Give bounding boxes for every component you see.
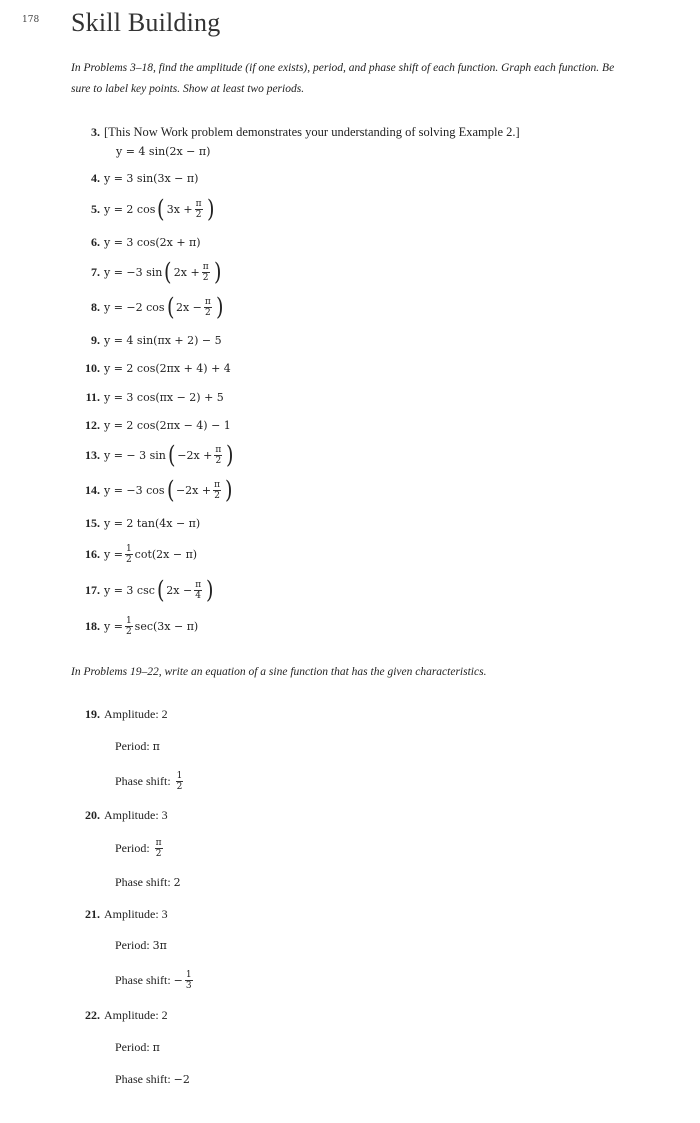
period-label: Period: [115,738,150,753]
fraction [176,771,184,792]
instructions-problems-19-22: In Problems 19–22, write an equation of a sine function that has the given characteristics. [71,666,487,678]
problem-number: 16. [85,546,100,561]
denominator: 2 [214,490,220,501]
denominator: 2 [125,626,132,637]
page-number: 178 [22,15,40,25]
problem-19-period [115,728,160,764]
denominator: 2 [204,307,211,318]
problem-22 [76,997,168,1033]
amplitude: Amplitude: 2 [104,706,168,721]
problem-number: 4. [91,170,100,185]
phase-shift-label: Phase shift: [115,1071,171,1086]
amplitude: Amplitude: 3 [104,807,168,822]
phase-shift-value: 2 [173,875,181,889]
fraction [125,616,133,637]
numerator: 1 [125,615,132,626]
fraction [185,970,193,991]
period-label: Period: [115,937,150,952]
fraction [202,262,210,283]
problem-number: 18. [85,618,100,633]
equation: y = 3 cos(πx − 2) + 5 [104,390,224,404]
equation [104,478,234,502]
close-paren: ) [224,476,233,504]
numerator: π [155,837,162,848]
equation [104,578,215,602]
problem-19-phase-shift [115,763,185,799]
fraction [214,445,222,466]
numerator: π [204,296,211,307]
equation [104,295,225,319]
phase-shift-label: Phase shift: [115,773,171,788]
problem-20 [76,797,168,833]
phase-shift-value: −2 [173,1072,190,1086]
problem-21-period [115,927,167,963]
denominator: 2 [155,848,162,859]
problem-22-phase-shift [115,1061,190,1097]
problem-8 [76,289,225,325]
numerator: 1 [176,770,183,781]
numerator: π [214,479,221,490]
problem-16 [76,536,197,572]
fraction [213,480,221,501]
fraction [195,199,203,220]
equation-prefix: y = −2 cos [104,300,165,314]
problem-number: 13. [85,447,100,462]
equation: y = 4 sin(πx + 2) − 5 [104,333,222,347]
problem-17 [76,572,215,608]
problem-19 [76,696,168,732]
denominator: 2 [176,781,183,792]
problem-note: [This Now Work problem demonstrates your understanding of solving Example 2.] [104,124,520,139]
problem-number: 19. [85,706,100,721]
phase-sign: − [173,973,183,987]
close-paren: ) [215,293,224,321]
open-paren: ( [164,258,172,286]
equation: y = 4 sin(2x − π) [116,144,211,158]
equation: y = 3 sin(3x − π) [104,171,199,185]
problem-number: 5. [91,201,100,216]
problem-number: 7. [91,264,100,279]
equation: y = 2 tan(4x − π) [104,516,201,530]
problem-number: 12. [85,417,100,432]
instructions-problems-3-18: In Problems 3–18, find the amplitude (if one exists), period, and phase shift of each function. Graph each function. Be sure to label key points. Show at least two periods. [71,62,615,95]
problem-number: 9. [91,332,100,347]
equation [104,544,197,565]
phase-shift-value [174,970,195,991]
equation: y = 2 cos(2πx + 4) + 4 [104,361,231,375]
period-value: π [152,1040,160,1054]
equation-prefix: y = 3 csc [104,583,155,597]
amplitude: Amplitude: 2 [104,1007,168,1022]
fraction [204,297,212,318]
problem-number: 14. [85,482,100,497]
equation [104,260,223,284]
equation-argument: −2x + [177,448,213,462]
equation: y = 3 cos(2x + π) [104,235,201,249]
problem-14 [76,472,234,508]
equation-argument: 3x + [166,202,193,216]
problem-13 [76,437,236,473]
equation [104,443,236,467]
problem-number: 11. [85,389,100,404]
numerator: π [195,579,202,590]
open-paren: ( [156,576,165,604]
problem-number: 20. [85,807,100,822]
close-paren: ) [206,195,215,223]
open-paren: ( [166,293,175,321]
fraction [155,838,163,859]
open-paren: ( [166,476,175,504]
numerator: 1 [185,969,192,980]
fraction [194,580,202,601]
close-paren: ) [213,258,222,286]
equation-suffix: sec(3x − π) [134,619,199,633]
problem-number: 3. [91,124,100,139]
equation-prefix: y = [104,547,123,561]
denominator: 4 [195,590,202,601]
equation-argument: −2x + [175,483,212,497]
problem-number: 6. [91,234,100,249]
numerator: 1 [125,543,132,554]
equation-prefix: y = − 3 sin [104,448,166,462]
problem-21-phase-shift [115,962,195,998]
denominator: 2 [195,209,202,220]
period-value [153,838,165,859]
period-value: 3π [152,938,167,952]
open-paren: ( [167,441,176,469]
open-paren: ( [157,195,165,223]
problem-18 [76,608,198,644]
problem-number: 8. [91,299,100,314]
denominator: 2 [202,272,209,283]
problem-20-phase-shift [115,864,181,900]
problem-20-period [115,830,165,866]
equation-prefix: y = 2 cos [104,202,156,216]
equation-argument: 2x + [173,265,200,279]
equation-prefix: y = −3 cos [104,483,165,497]
phase-shift-value [174,771,186,792]
denominator: 2 [125,554,132,565]
problem-number: 15. [85,515,100,530]
problem-5 [76,191,216,227]
equation-prefix: y = [104,619,123,633]
close-paren: ) [226,441,234,469]
equation [104,616,198,637]
equation-prefix: y = −3 sin [104,265,163,279]
equation-suffix: cot(2x − π) [134,547,198,561]
problem-number: 21. [85,906,100,921]
equation-argument: 2x − [166,583,193,597]
problem-22-period [115,1029,160,1065]
problem-7 [76,254,223,290]
equation-argument: 2x − [175,300,202,314]
equation: y = 2 cos(2πx − 4) − 1 [104,418,231,432]
equation [104,197,216,221]
numerator: π [202,261,209,272]
period-label: Period: [115,840,150,855]
close-paren: ) [206,576,214,604]
phase-shift-label: Phase shift: [115,874,171,889]
period-value: π [152,739,160,753]
phase-shift-label: Phase shift: [115,972,171,987]
amplitude: Amplitude: 3 [104,906,168,921]
numerator: π [195,198,202,209]
period-label: Period: [115,1039,150,1054]
problem-number: 17. [85,582,100,597]
problem-number: 10. [85,360,100,375]
fraction [125,544,133,565]
problem-number: 22. [85,1007,100,1022]
denominator: 3 [185,980,192,991]
section-title: Skill Building [71,8,221,37]
denominator: 2 [215,455,222,466]
numerator: π [215,444,222,455]
